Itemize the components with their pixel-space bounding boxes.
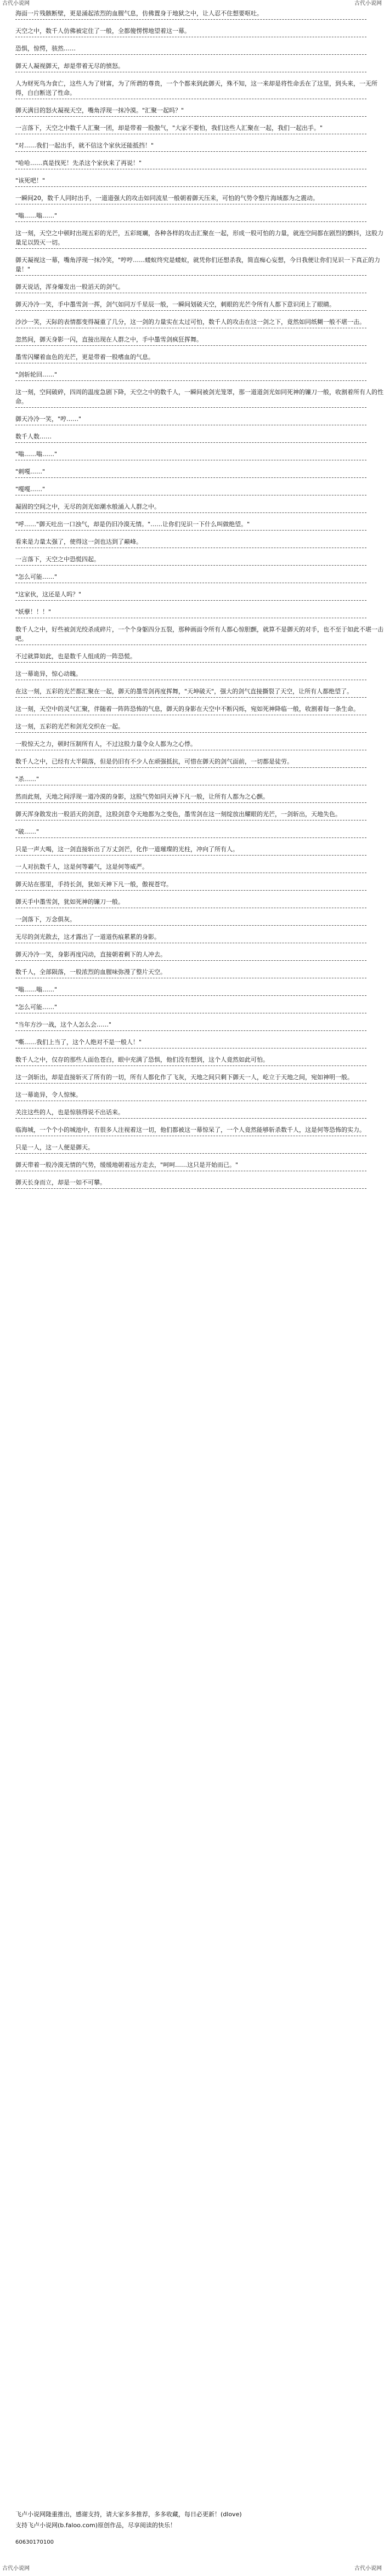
paragraph: "呼……"御天吐出一口浊气，却是仍旧冷漠无情。"……让你们见识一下什么叫做绝望。" [15,521,250,528]
paragraph: 只是一声大喝，这一剑直接斩出了万丈剑芒，化作一道璀璨的光柱，冲向了所有人。 [15,846,239,853]
paragraph: 沙沙一笑，天际的表情都变得凝重了几分，这一剑的力量实在太过可怕，数千人的攻击在这一剑之下，竟然如同纸糊一般不堪一击。 [15,318,365,326]
paragraph: 这一刻，五彩的光芒和剑光交织在一起。 [15,723,124,730]
paragraph: 御天冷冷一笑，手中墨雪剑一挥，剑气如同万千星辰一般，一瞬间划破天空，刺眼的光芒令所有人都下意识闭上了眼睛。 [15,301,335,308]
paragraph: 数千人之中，仅存的那些人面色苍白，眼中充满了恐惧，他们没有想到，这个人竟然如此可怕。 [15,1056,269,1063]
paragraph: 一瞬间20，数千人同时出手，一道道强大的攻击如同流星一般朝着御天压来，可怕的气势令整片海域都为之震动。 [15,195,319,202]
paragraph: 御天满目的怒火凝视天空，嘴角浮现一抹冷漠。"汇聚一起吗？" [15,107,184,114]
dashed-divider [15,855,366,856]
dashed-divider [15,732,366,733]
dashed-divider [15,407,366,408]
paragraph: 然而此刻，天地之间浮现一道冷漠的身影，这股气势如同天神下凡一般，让所有人都为之心颤。 [15,793,269,800]
paragraph: 一人对抗数千人，这是何等霸气，这是何等威严。 [15,863,148,870]
dashed-divider [15,662,366,663]
dashed-divider [15,512,366,513]
page-header [0,0,384,8]
footer-site-line: 支持飞卢小说网(b.faloo.com)原创作品，尽享阅读的快乐！ [15,2522,176,2529]
paragraph: 数千人数…… [15,433,52,440]
paragraph: 这一幕诡异，令人惊悚。 [15,1091,82,1098]
footer-number: 60630170100 [15,2539,54,2545]
dashed-divider [15,310,366,311]
paragraph: 海面一片残骸断壁，更是涌起浓烈的血腥气息，仿佛置身于地狱之中，让人忍不住想要呕吐。 [15,10,263,17]
footer-site-name-right: 古代小说网 [354,2566,382,2572]
paragraph: "剑斩轮回……" [15,371,58,378]
header-site-name-left: 古代小说网 [2,1,30,7]
dashed-divider [15,1083,366,1084]
paragraph: 一言落下，天空之中恐慌四起。 [15,556,100,563]
paragraph: "嘶……我们上当了，这个人绝对不是一般人！" [15,1039,142,1046]
paragraph: 关注这些的人，也是惊骇得说不出话来。 [15,1109,124,1116]
paragraph: 这一剑斩出，却是直接斩灭了所有的一切，所有人都化作了飞灰，天地之间只剩下御天一人，屹立于天地之间，宛如神明一般。 [15,1074,353,1081]
dashed-divider [15,1153,366,1154]
paragraph: "哈哈……真是找死！先杀这个家伙来了再说！" [15,159,142,167]
dashed-divider [15,925,366,926]
footer-site-name-left: 古代小说网 [2,2566,30,2572]
dashed-divider [15,477,366,478]
paragraph: 恐惧，惊愕，骇然…… [15,45,76,52]
dashed-divider [15,890,366,891]
paragraph: 这一幕诡异，惊心动魄。 [15,670,82,677]
paragraph: 只是一人，这一人便是御天。 [15,1144,94,1151]
paragraph: "嗡……嗡……" [15,212,58,219]
dashed-divider [15,1188,366,1189]
paragraph: 人为财死鸟为食亡，这些人为了财富，为了所谓的尊贵，一个个都来到此御天，殊不知，这一来却是将性命丢在了这里，到头来，一无所得，白白断送了性命。 [15,80,377,96]
dashed-divider [15,837,366,838]
dashed-divider [15,275,366,276]
dashed-divider [15,995,366,996]
paragraph: "破……" [15,828,39,835]
paragraph: 数千人之中，已经有大半陨落，但是仍旧有不少人在顽强抵抗，可惜在御天的剑气面前，一切都是徒劳。 [15,758,293,765]
paragraph: 御天凝视这一幕，嘴角浮现一抹冷笑，"哼哼……蝼蚁终究是蝼蚁，就凭你们还想杀我，简直痴心妄想，今日我便让你们见识一下真正的力量！" [15,257,381,273]
dashed-divider [15,345,366,346]
paragraph: 御天站在那里，手持长剑，犹如天神下凡一般，傲视苍穹。 [15,881,172,888]
paragraph: 一股惊天之力，顿时压制所有人，不过这股力量令众人都为之心悸。 [15,740,196,748]
paragraph: 御天长身而立，却是一如不可攀。 [15,1179,106,1186]
paragraph: 数千人，全部陨落，一股浓烈的血腥味弥漫了整片天空。 [15,968,166,976]
paragraph: 天空之中，数千人仿佛被定住了一般，全都傻愣愣地望着这一幕。 [15,27,190,35]
dashed-divider [15,380,366,381]
paragraph: 忽然间，御天身影一闪，直接出现在人群之中，手中墨雪剑疯狂挥舞。 [15,336,202,343]
paragraph: 御天浑身散发出一股滔天的剑意，这股剑意令天地都为之变色，墨雪剑在这一刻绽放出耀眼的光芒，一剑斩出，天地失色。 [15,811,341,818]
paragraph: 墨雪闪耀着血色的光芒，更是带着一股嗜血的气息。 [15,354,154,361]
dashed-divider [15,600,366,601]
paragraph: 凝固的空间之中，无尽的剑光如潮水般涌入人群之中。 [15,503,160,510]
paragraph: "怎么可能……" [15,1004,58,1011]
paragraph: "对……我们一起出手，就不信这个家伙还能抵挡！" [15,142,154,149]
paragraph: "怎么可能……" [15,573,58,580]
chapter-body [15,9,384,1195]
dashed-divider [15,1118,366,1119]
dashed-divider [15,1030,366,1031]
paragraph: 不过就算如此，也是数千人组成的一阵恐慌。 [15,653,136,660]
dashed-divider [15,151,366,152]
paragraph: "杀……" [15,776,39,783]
paragraph: "该死吧！" [15,177,46,184]
paragraph: "嗡……嗡……" [15,451,58,458]
paragraph: 御天冷冷一笑，"哼……" [15,415,82,423]
paragraph: 御天说话，浑身爆发出一股滔天的剑气。 [15,283,124,290]
paragraph: 这一刻，天空中的灵气汇聚，伴随着一阵阵恐怖的气息，御天的身影在天空中不断闪烁，宛如死神降临一般，收割着每一条生命。 [15,705,359,713]
paragraph: 在这一刻，五彩的光芒都汇聚在一起，御天的墨雪剑再度挥舞，"天坤破天"，强大的剑气直接撕裂了天空，让所有人都绝望了。 [15,688,353,695]
paragraph: 一剑落下，万念俱灰。 [15,916,76,923]
paragraph: 御天冷冷一笑，身影再度闪动，直接朝着剩下的人冲去。 [15,951,166,958]
dashed-divider [15,530,366,531]
dashed-divider [15,1065,366,1066]
paragraph: 看来是力量太强了，使得这一剑也达到了巅峰。 [15,538,142,545]
dashed-divider [15,802,366,803]
dashed-divider [15,442,366,443]
paragraph: 御天带着一股冷漠无情的气势，缓缓地朝着远方走去，"呵呵……这只是开始而已。" [15,1161,239,1169]
dashed-divider [15,54,366,55]
paragraph: "嘎嘎……" [15,486,46,493]
dashed-divider [15,19,366,20]
paragraph: 御天手中墨雪剑，犹如死神的镰刀一般。 [15,898,124,905]
page-footer [0,2565,384,2573]
dashed-divider [15,248,366,249]
dashed-divider [15,767,366,768]
header-site-name-right: 古代小说网 [354,1,382,7]
dashed-divider [15,565,366,566]
paragraph: "这家伙，这还是人吗？" [15,591,82,598]
paragraph: 数千人之中，好些被剑光绞杀成碎片，一个个身躯四分五裂，那种画面令所有人都心惊胆颤，就算不是御天的对手，也不至于如此不堪一击吧。 [15,626,383,642]
dashed-divider [15,186,366,187]
paragraph: "妖孽！！！" [15,608,52,615]
dashed-divider [15,221,366,222]
paragraph: 无尽的剑光散去，这才露出了一道道伤痕累累的身影。 [15,933,160,941]
paragraph: 御天人凝视御天，却是带着无尽的愤怒。 [15,62,124,70]
paragraph: 这一刻，空间破碎，四周的温度急剧下降，天空之中的数千人，一瞬间被剑光笼罩，那一道道剑光如同死神的镰刀一般，收割着所有人的性命。 [15,389,383,405]
dashed-divider [15,116,366,117]
paragraph: "嗡……嗡……" [15,986,58,993]
footer-promo-line: 飞卢小说网隆重推出，感谢支持，请大家多多推荐，多多收藏，每日必更新！(dlove) [15,2511,242,2518]
dashed-divider [15,960,366,961]
paragraph: "当年方沙一战，这个人怎么会……" [15,1021,112,1028]
paragraph: 这一刻，天空之中顿时出现五彩的光芒，五彩斑斓，各种各样的攻击汇聚在一起，形成一股可怕的力量，就连空间都在剧烈的颤抖，这股力量足以毁灭一切。 [15,230,383,246]
paragraph: "刺嘎……" [15,468,46,475]
dashed-divider [15,697,366,698]
paragraph: 一言落下，天空之中数千人汇聚一团，却是带着一股傲气，"大家不要怕，我们这些人汇聚在一起，我们一起出手。" [15,124,323,132]
paragraph: 临海城，一个个小的城池中，有很多人注视着这一切，他们都被这一幕惊呆了，一个人竟然能够斩杀数千人，这是何等恐怖的实力。 [15,1126,365,1133]
